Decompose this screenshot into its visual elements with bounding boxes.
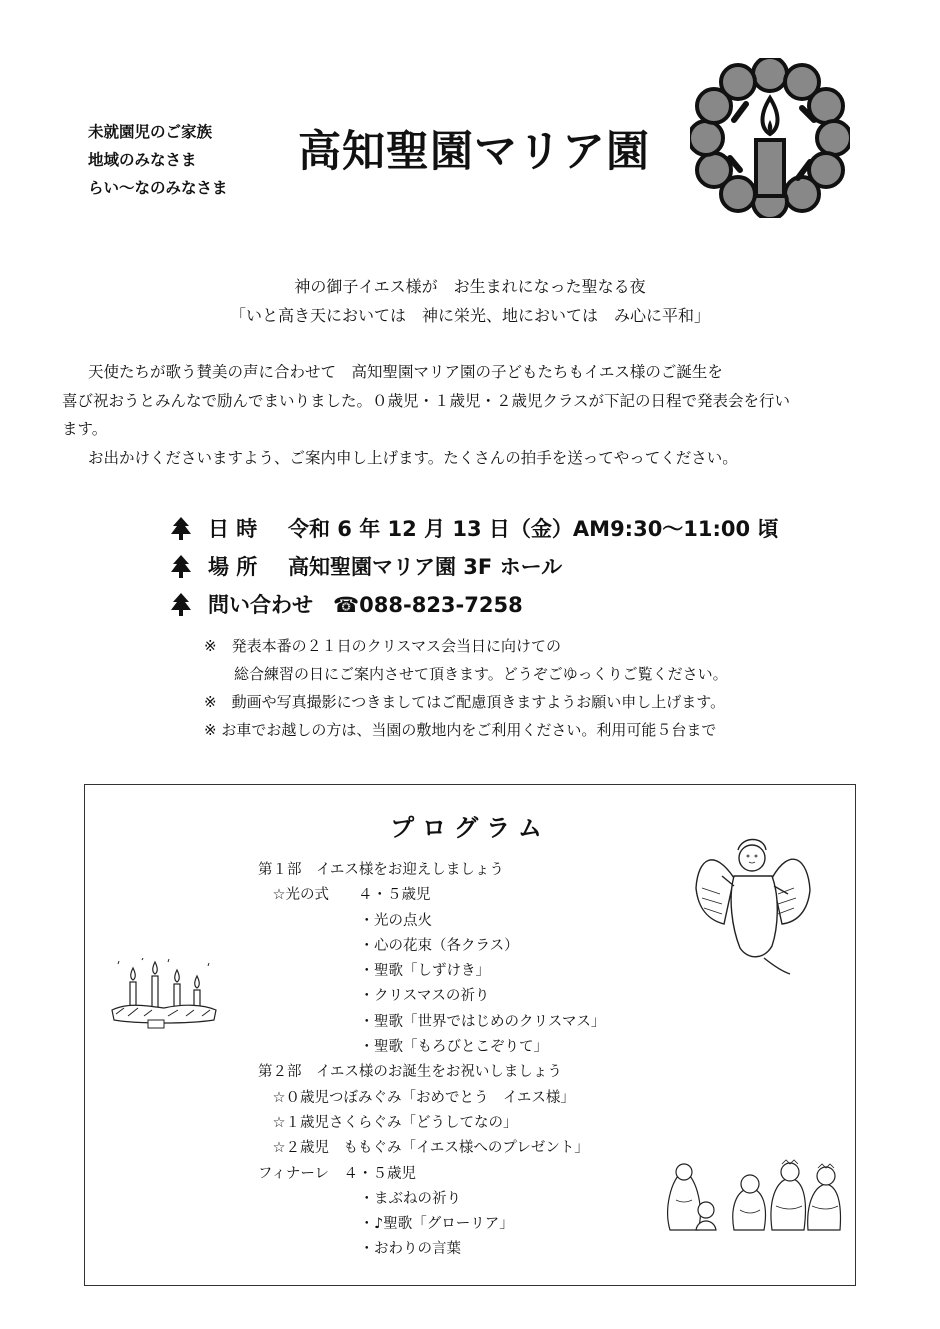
program-line: 第１部 イエス様をお迎えしましょう — [258, 862, 504, 878]
christmas-tree-icon — [170, 554, 192, 580]
contact-row — [170, 586, 778, 624]
audience-line: らい～なのみなさま — [88, 179, 228, 197]
body-line: お出かけくださいますよう、ご案内申し上げます。たくさんの拍手を送ってやってください。 — [88, 448, 738, 467]
body-line: ます。 — [62, 420, 108, 438]
note-line: ※ 発表本番の２１日のクリスマス会当日に向けての — [204, 637, 561, 655]
place-label: 場 所 — [208, 555, 258, 579]
program-list — [258, 858, 605, 1263]
program-line: ・まぶねの祈り — [258, 1190, 461, 1207]
event-info — [170, 510, 778, 624]
note-line: ※ 動画や写真撮影につきましてはご配慮頂きますようお願い申し上げます。 — [204, 693, 726, 711]
datetime-label: 日 時 — [208, 517, 258, 541]
advent-wreath-icon — [690, 58, 850, 218]
note-line: ※ お車でお越しの方は、当園の敷地内をご利用ください。利用可能５台まで — [204, 721, 717, 739]
program-line: ・聖歌「世界ではじめのクリスマス」 — [258, 1013, 606, 1030]
page-title: 高知聖園マリア園 — [298, 127, 650, 177]
contact-value: ☎088-823-7258 — [333, 593, 523, 617]
program-line: ☆光の式 ４・５歳児 — [258, 887, 431, 904]
angel-icon — [694, 828, 812, 978]
contact-label: 問い合わせ — [208, 593, 313, 617]
audience-line: 未就園児のご家族 — [88, 123, 213, 141]
program-line: ・♪聖歌「グローリア」 — [258, 1216, 514, 1233]
greeting — [0, 272, 940, 330]
datetime-row — [170, 510, 778, 548]
program-line: ☆０歳児つぼみぐみ「おめでとう イエス様」 — [258, 1089, 575, 1106]
advent-candles-icon — [108, 958, 220, 1032]
audience-line: 地域のみなさま — [88, 151, 197, 169]
program-line: ・聖歌「しずけき」 — [258, 963, 490, 980]
place-row — [170, 548, 778, 586]
program-line: 第２部 イエス様のお誕生をお祝いしましょう — [258, 1064, 562, 1081]
program-line: フィナーレ ４・５歳児 — [258, 1165, 417, 1182]
nativity-icon — [656, 1150, 844, 1232]
body-paragraph — [62, 358, 902, 472]
program-line: ☆２歳児 ももぐみ「イエス様へのプレゼント」 — [258, 1140, 589, 1157]
audience-list — [88, 118, 228, 202]
program-line: ・心の花束（各クラス） — [258, 937, 519, 954]
christmas-tree-icon — [170, 516, 192, 542]
christmas-tree-icon — [170, 592, 192, 618]
place-value: 高知聖園マリア園 3F ホール — [288, 555, 563, 579]
program-line: ☆１歳児さくらぐみ「どうしてなの」 — [258, 1114, 518, 1131]
note-line: 総合練習の日にご案内させて頂きます。どうぞごゆっくりご覧ください。 — [204, 665, 728, 683]
greeting-line: 「いと高き天においては 神に栄光、地においては み心に平和」 — [229, 306, 710, 325]
program-line: ・クリスマスの祈り — [258, 988, 490, 1005]
program-line: ・聖歌「もろびとこぞりて」 — [258, 1039, 548, 1056]
greeting-line: 神の御子イエス様が お生まれになった聖なる夜 — [294, 277, 646, 296]
notes — [204, 632, 728, 744]
program-line: ・おわりの言葉 — [258, 1241, 461, 1258]
program-line: ・光の点火 — [258, 912, 432, 929]
body-line: 喜び祝おうとみんなで励んでまいりました。０歳児・１歳児・２歳児クラスが下記の日程で発表会を行い — [62, 391, 791, 410]
body-line: 天使たちが歌う賛美の声に合わせて 高知聖園マリア園の子どもたちもイエス様のご誕生を — [88, 363, 723, 381]
datetime-value: 令和 6 年 12 月 13 日（金）AM9:30～11:00 頃 — [288, 517, 779, 541]
program-title: プログラム — [390, 814, 550, 842]
